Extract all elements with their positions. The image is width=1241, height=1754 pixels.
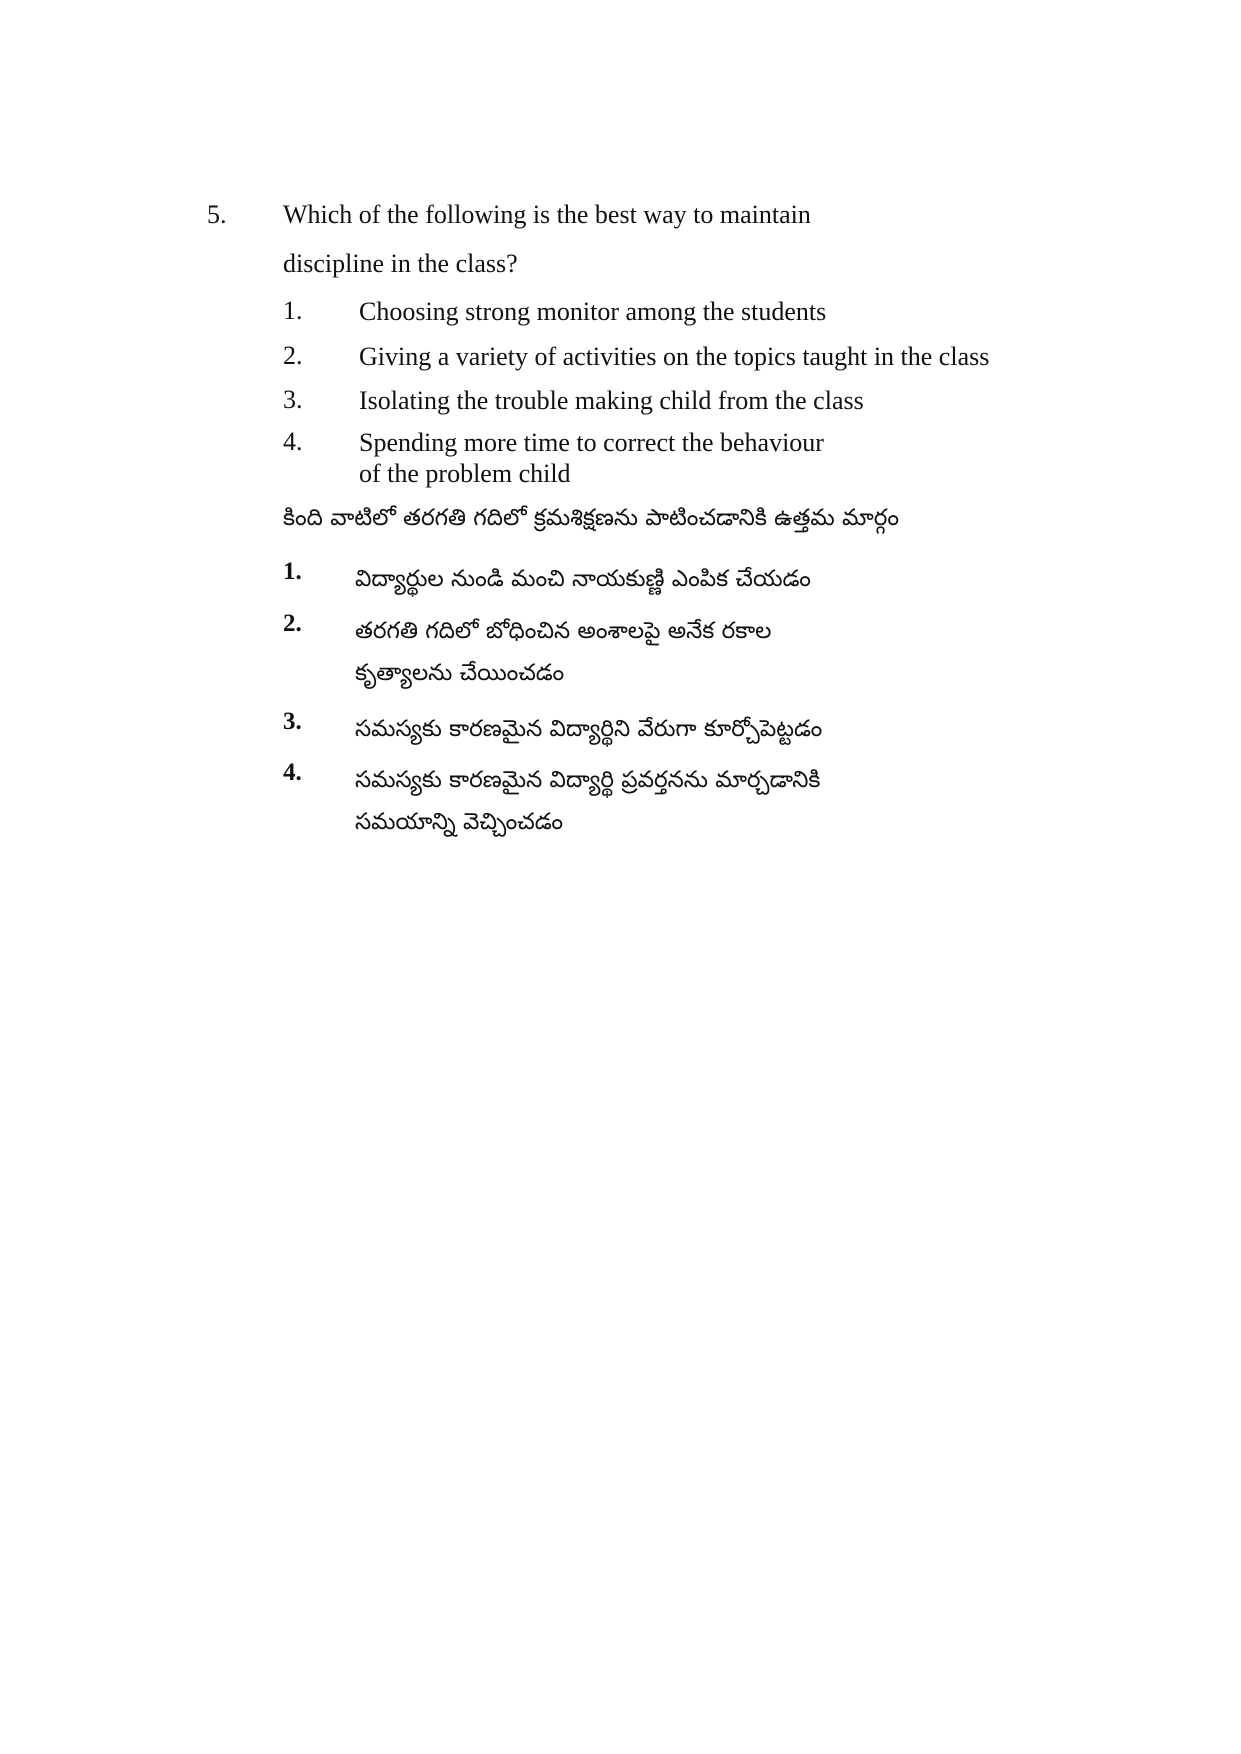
option-text [359, 427, 824, 489]
question-number: 5. [207, 200, 227, 229]
option-number: 4. [283, 427, 303, 456]
option-number: 2. [283, 610, 302, 637]
option-text-line-1: Spending more time to correct the behaviour [359, 428, 824, 457]
question-text-telugu: కింది వాటిలో తరగతి గదిలో క్రమశిక్షణను పాటించడానికి ఉత్తమ మార్గం [283, 505, 900, 531]
option-number: 1. [283, 558, 302, 585]
option-number: 3. [283, 385, 303, 414]
option-number: 1. [283, 296, 303, 325]
option-number: 4. [283, 759, 302, 786]
option-number: 3. [283, 708, 302, 735]
option-text-line-2: of the problem child [359, 459, 571, 488]
option-text: Giving a variety of activities on the topics taught in the class [359, 342, 990, 371]
option-text-line-1: తరగతి గదిలో బోధించిన అంశాలపై అనేక రకాల [355, 618, 772, 644]
option-text: Isolating the trouble making child from the class [359, 386, 864, 415]
option-text [355, 759, 820, 843]
option-text: Choosing strong monitor among the students [359, 297, 827, 326]
option-number: 2. [283, 341, 303, 370]
option-text [355, 610, 772, 694]
option-text: సమస్యకు కారణమైన విద్యార్థిని వేరుగా కూర్చోపెట్టడం [355, 716, 823, 742]
option-text-line-2: కృత్యాలను చేయించడం [355, 660, 565, 686]
question-text-line-2: discipline in the class? [283, 249, 518, 278]
option-text-line-2: సమయాన్ని వెచ్చించడం [355, 809, 564, 835]
option-text-line-1: సమస్యకు కారణమైన విద్యార్థి ప్రవర్తనను మార్చడానికి [355, 767, 821, 793]
option-text: విద్యార్థుల నుండి మంచి నాయకుణ్ణి ఎంపిక చేయడం [355, 566, 811, 592]
question-text-line-1: Which of the following is the best way to maintain [283, 200, 811, 229]
